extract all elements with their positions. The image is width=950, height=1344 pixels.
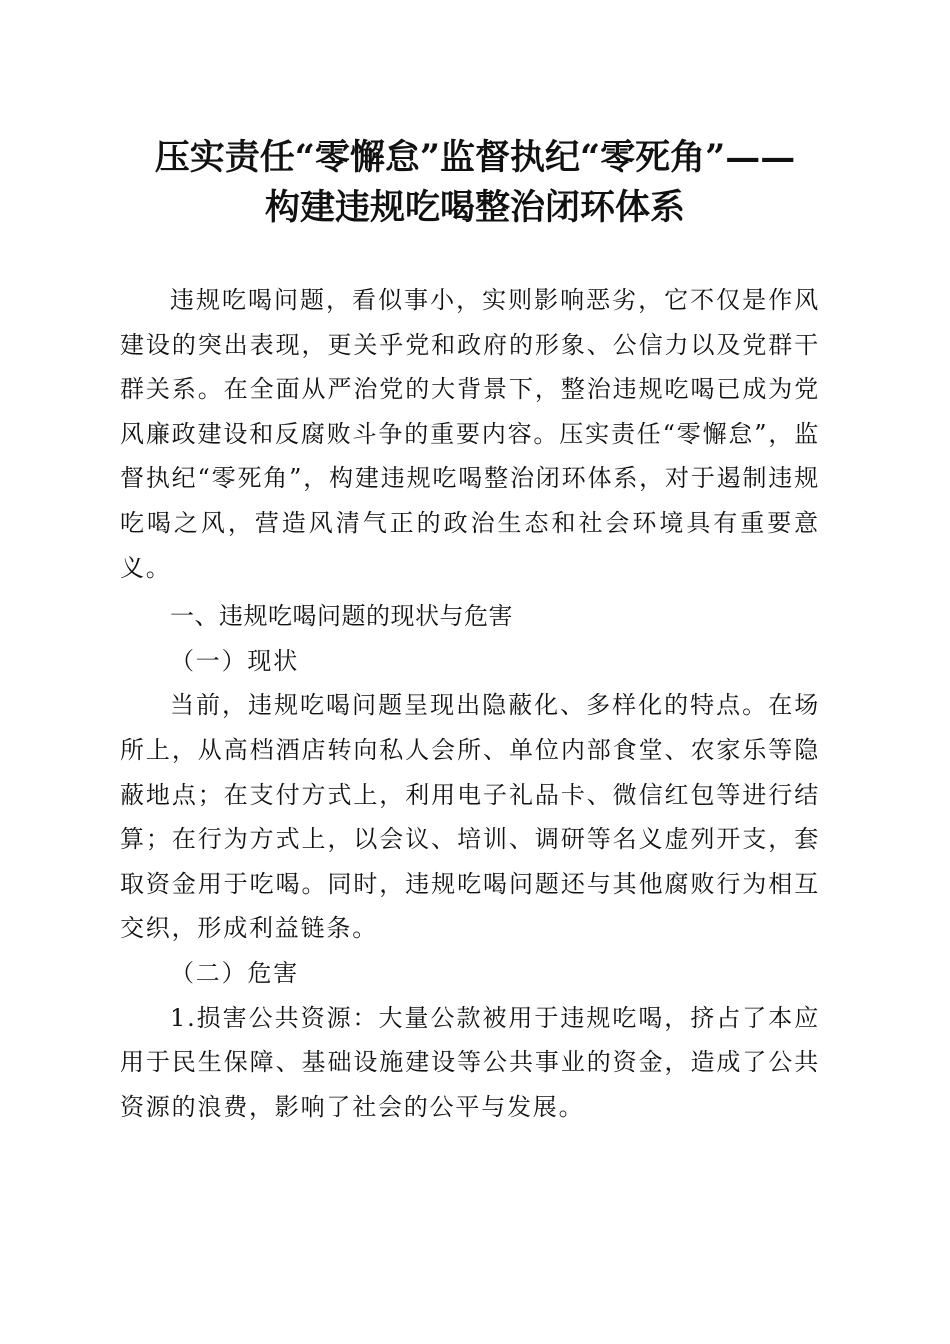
document-body [120,278,820,1129]
subsection-heading-status: （一）现状 [170,646,299,675]
status-paragraph: 当前，违规吃喝问题呈现出隐蔽化、多样化的特点。在场所上，从高档酒店转向私人会所、单位内部食堂、农家乐等隐蔽地点；在支付方式上，利用电子礼品卡、微信红包等进行结算；在行为方式上，以会议、培训、调研等名义虚列开支，套取资金用于吃喝。同时，违规吃喝问题还与其他腐败行为相互交织，形成利益链条。 [120,691,820,943]
document-title-line-2: 构建违规吃喝整治闭环体系 [264,187,685,228]
section-heading-1: 一、违规吃喝问题的现状与危害 [170,602,513,631]
intro-paragraph: 违规吃喝问题，看似事小，实则影响恶劣，它不仅是作风建设的突出表现，更关乎党和政府的形象、公信力以及党群干群关系。在全面从严治党的大背景下，整治违规吃喝已成为党风廉政建设和反腐败斗争的重要内容。压实责任“零懈怠”，监督执纪“零死角”，构建违规吃喝整治闭环体系，对于遏制违规吃喝之风，营造风清气正的政治生态和社会环境具有重要意义。 [120,286,820,582]
subsection-heading-harm: （二）危害 [170,958,299,987]
document-title-line-1: 压实责任“零懈怠”监督执纪“零死角”—— [154,137,796,178]
harm-item-1-paragraph: 1.损害公共资源：大量公款被用于违规吃喝，挤占了本应用于民生保障、基础设施建设等公共事业的资金，造成了公共资源的浪费，影响了社会的公平与发展。 [120,1003,820,1121]
